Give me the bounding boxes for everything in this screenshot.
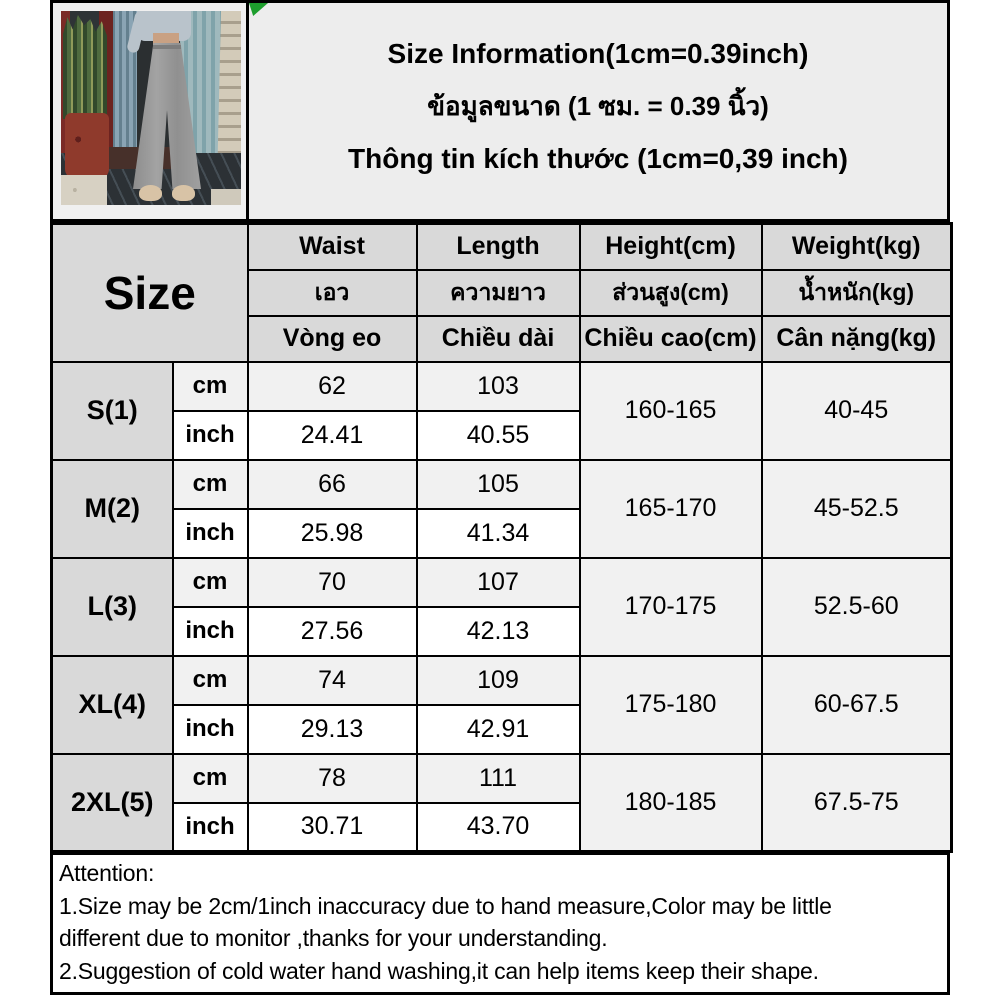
weight-range: 60-67.5 [762, 656, 952, 754]
unit-inch: inch [173, 705, 248, 754]
col-header-length-th: ความยาว [417, 270, 580, 316]
unit-cm: cm [173, 460, 248, 509]
table-row [52, 460, 952, 509]
waist-cm-value: 70 [248, 558, 417, 607]
length-inch-value: 41.34 [417, 509, 580, 558]
size-column-header: Size [52, 224, 248, 362]
col-header-height-vi: Chiều cao(cm) [580, 316, 762, 362]
size-label-m: M(2) [52, 460, 173, 558]
length-inch-value: 40.55 [417, 411, 580, 460]
waist-cm-value: 66 [248, 460, 417, 509]
col-header-waist-vi: Vòng eo [248, 316, 417, 362]
unit-cm: cm [173, 558, 248, 607]
unit-cm: cm [173, 754, 248, 803]
col-header-length-vi: Chiều dài [417, 316, 580, 362]
col-header-height-en: Height(cm) [580, 224, 762, 270]
photo-shoe-right [172, 185, 195, 201]
attention-note [50, 852, 950, 995]
length-cm-value: 111 [417, 754, 580, 803]
size-label-s: S(1) [52, 362, 173, 460]
unit-inch: inch [173, 803, 248, 852]
waist-inch-value: 25.98 [248, 509, 417, 558]
table-row [52, 362, 952, 411]
unit-cm: cm [173, 656, 248, 705]
col-header-weight-en: Weight(kg) [762, 224, 952, 270]
size-label-xl: XL(4) [52, 656, 173, 754]
waist-cm-value: 62 [248, 362, 417, 411]
waist-inch-value: 29.13 [248, 705, 417, 754]
length-cm-value: 103 [417, 362, 580, 411]
photo-pants-waistband [153, 45, 181, 49]
photo-plant [63, 15, 107, 119]
height-range: 170-175 [580, 558, 762, 656]
unit-inch: inch [173, 411, 248, 460]
weight-range: 45-52.5 [762, 460, 952, 558]
length-inch-value: 43.70 [417, 803, 580, 852]
table-header-row-english [52, 224, 952, 270]
length-inch-value: 42.91 [417, 705, 580, 754]
unit-inch: inch [173, 509, 248, 558]
col-header-waist-en: Waist [248, 224, 417, 270]
col-header-length-en: Length [417, 224, 580, 270]
green-corner-ribbon-icon [249, 3, 268, 16]
col-header-weight-vi: Cân nặng(kg) [762, 316, 952, 362]
size-table [50, 222, 953, 853]
waist-cm-value: 74 [248, 656, 417, 705]
height-range: 160-165 [580, 362, 762, 460]
table-row [52, 558, 952, 607]
title-vietnamese: Thông tin kích thước (1cm=0,39 inch) [348, 142, 848, 174]
size-label-2xl: 2XL(5) [52, 754, 173, 852]
product-photo-cell [53, 3, 249, 219]
table-row [52, 656, 952, 705]
height-range: 180-185 [580, 754, 762, 852]
unit-inch: inch [173, 607, 248, 656]
photo-shoe-left [139, 185, 162, 201]
title-english: Size Information(1cm=0.39inch) [387, 37, 809, 69]
weight-range: 52.5-60 [762, 558, 952, 656]
length-cm-value: 105 [417, 460, 580, 509]
length-cm-value: 107 [417, 558, 580, 607]
height-range: 175-180 [580, 656, 762, 754]
col-header-height-th: ส่วนสูง(cm) [580, 270, 762, 316]
photo-floor-terrazzo-left [61, 175, 107, 205]
attention-title: Attention: [59, 860, 155, 886]
header-block [50, 0, 950, 222]
waist-inch-value: 24.41 [248, 411, 417, 460]
length-cm-value: 109 [417, 656, 580, 705]
height-range: 165-170 [580, 460, 762, 558]
unit-cm: cm [173, 362, 248, 411]
attention-line-2: different due to monitor ,thanks for your understanding. [59, 925, 608, 952]
weight-range: 67.5-75 [762, 754, 952, 852]
weight-range: 40-45 [762, 362, 952, 460]
length-inch-value: 42.13 [417, 607, 580, 656]
waist-cm-value: 78 [248, 754, 417, 803]
size-label-l: L(3) [52, 558, 173, 656]
table-row [52, 754, 952, 803]
col-header-weight-th: น้ำหนัก(kg) [762, 270, 952, 316]
photo-plant-pot [65, 113, 109, 179]
product-photo [61, 11, 241, 205]
waist-inch-value: 30.71 [248, 803, 417, 852]
attention-line-1: 1.Size may be 2cm/1inch inaccuracy due to hand measure,Color may be little [59, 892, 832, 919]
title-thai: ข้อมูลขนาด (1 ซม. = 0.39 นิ้ว) [427, 90, 769, 121]
col-header-waist-th: เอว [248, 270, 417, 316]
photo-floor-terrazzo-right [211, 189, 241, 205]
waist-inch-value: 27.56 [248, 607, 417, 656]
title-block [249, 3, 947, 219]
attention-line-3: 2.Suggestion of cold water hand washing,it can help items keep their shape. [59, 957, 819, 984]
